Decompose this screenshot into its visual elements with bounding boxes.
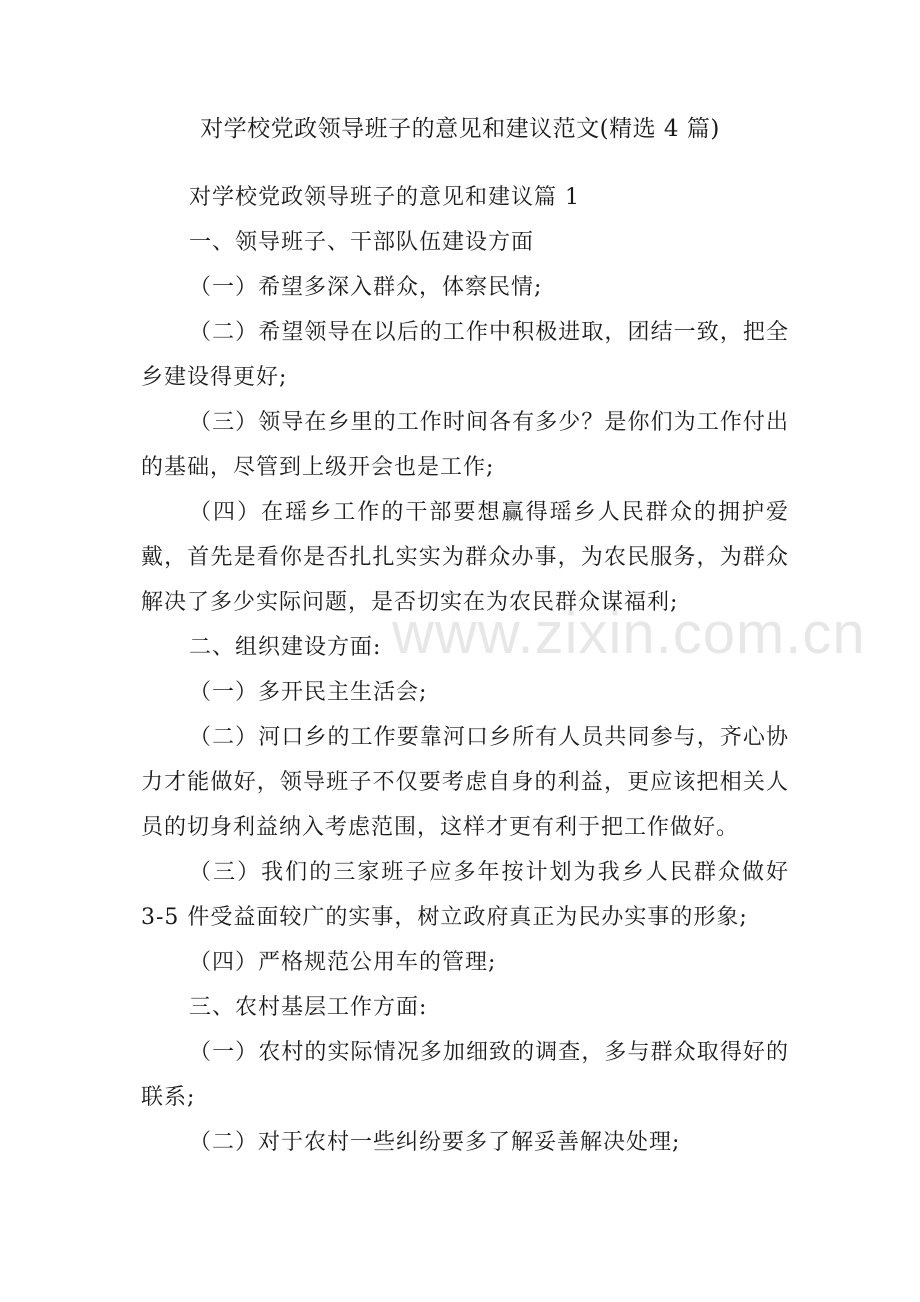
subsection-heading: 二、组织建设方面: [189,635,382,660]
section-heading: 对学校党政领导班子的意见和建议篇 1 [189,185,580,210]
document-title: 对学校党政领导班子的意见和建议范文(精选 4 篇) [200,116,720,142]
body-paragraph: （一）多开民主生活会; [189,680,428,705]
watermark: www.zixin.com.cn [392,601,866,666]
body-paragraph: （四）在瑶乡工作的干部要想赢得瑶乡人民群众的拥护爱戴，首先是看你是否扎扎实实为群众办事，为农民服务，为群众解决了多少实际问题，是否切实在为农民群众谋福利; [141,500,789,615]
document-body [141,175,789,1165]
body-paragraph: （二）希望领导在以后的工作中积极进取，团结一致，把全乡建设得更好; [141,320,789,390]
body-paragraph: （三）领导在乡里的工作时间各有多少？是你们为工作付出的基础，尽管到上级开会也是工作; [141,410,789,480]
body-paragraph: （一）农村的实际情况多加细致的调查，多与群众取得好的联系; [141,1040,789,1110]
body-paragraph: （二）河口乡的工作要靠河口乡所有人员共同参与，齐心协力才能做好，领导班子不仅要考虑自身的利益，更应该把相关人员的切身利益纳入考虑范围，这样才更有利于把工作做好。 [141,725,789,840]
body-paragraph: （二）对于农村一些纠纷要多了解妥善解决处理; [189,1130,681,1155]
subsection-heading: 三、农村基层工作方面: [189,995,428,1020]
subsection-heading: 一、领导班子、干部队伍建设方面 [189,230,535,255]
body-paragraph: （三）我们的三家班子应多年按计划为我乡人民群众做好 3-5 件受益面较广的实事，树立政府真正为民办实事的形象; [141,860,789,930]
body-paragraph: （一）希望多深入群众，体察民情; [189,275,543,300]
body-paragraph: （四）严格规范公用车的管理; [189,950,497,975]
